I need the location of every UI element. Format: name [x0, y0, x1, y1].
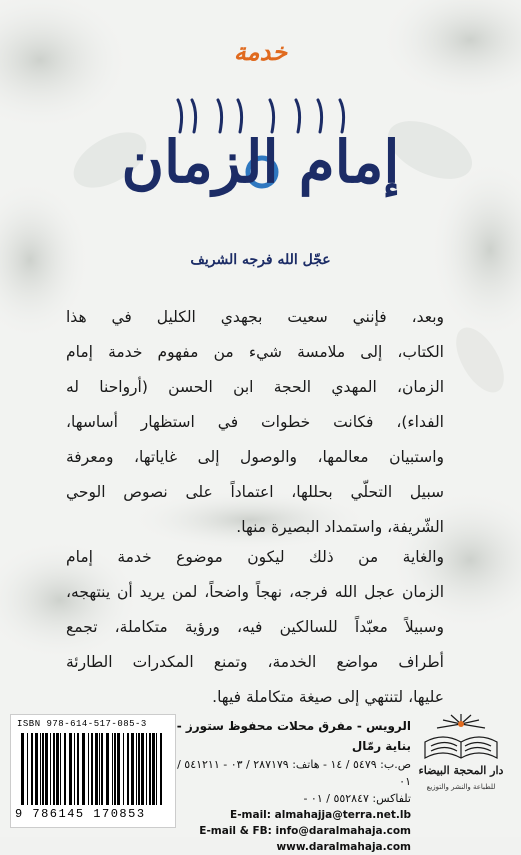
title-honorific: عجّل الله فرجه الشريف — [190, 252, 331, 268]
barcode-bar — [123, 733, 124, 805]
paragraph-line: الزمان عجل الله فرجه، نهجاً واضحاً، لمن يريد أن ينتهجه، — [66, 583, 444, 601]
paragraph-line: عليها، لتنتهي إلى صيغة متكاملة فيها. — [212, 688, 444, 706]
barcode-bar — [42, 733, 44, 805]
barcode-bar — [82, 733, 85, 805]
paragraph-line: الفداء)، فكانت خطوات في استظهار أساسها، — [66, 413, 444, 431]
isbn-digits: 9 786145 170853 — [15, 807, 146, 821]
barcode-bar — [146, 733, 147, 805]
barcode-bar — [138, 733, 140, 805]
barcode-bar — [35, 733, 38, 805]
barcode-bar — [114, 733, 116, 805]
paragraph-line: والغاية من ذلك ليكون موضوع خدمة إمام — [66, 548, 444, 566]
isbn-barcode-box — [10, 714, 176, 828]
barcode-bar — [156, 733, 157, 805]
barcode-icon — [19, 733, 167, 805]
isbn-label: ISBN 978-614-517-085-3 — [17, 719, 147, 729]
barcode-bar — [117, 733, 120, 805]
barcode-bar — [31, 733, 33, 805]
fax-line: تلفاكس: ٥٥٢٨٤٧ / ٠١ - — [303, 792, 411, 805]
publisher-address — [171, 716, 411, 855]
barcode-bar — [77, 733, 79, 805]
barcode-bar — [149, 733, 151, 805]
barcode-bar — [91, 733, 93, 805]
barcode-bar — [99, 733, 100, 805]
barcode-bar — [53, 733, 55, 805]
open-book-logo-icon — [415, 712, 507, 764]
book-title: إمام الزمان — [121, 128, 400, 196]
paragraph-2 — [66, 540, 444, 715]
barcode-bar — [45, 733, 48, 805]
barcode-bar — [152, 733, 155, 805]
barcode-bar — [112, 733, 113, 805]
email-fb-link[interactable]: E-mail & FB: info@daralmahaja.com — [199, 825, 411, 837]
barcode-bar — [74, 733, 75, 805]
publisher-tagline: للطباعة والنشر والتوزيع — [426, 783, 496, 791]
barcode-bar — [50, 733, 51, 805]
paragraph-line: الزمان، المهدي الحجة ابن الحسن (أرواحنا له — [66, 378, 444, 396]
paragraph-line: وسبيلاً معبّداً للسالكين فيه، ورؤية متكاملة، تجمع — [66, 618, 444, 636]
title-block — [0, 0, 521, 290]
title-kicker: خدمة — [233, 38, 288, 66]
barcode-bar — [101, 733, 103, 805]
barcode-bar — [64, 733, 66, 805]
barcode-bar — [88, 733, 89, 805]
address-line: الرويس - مفرق محلات محفوظ ستورز - بناية رمّال — [176, 719, 411, 753]
barcode-bar — [106, 733, 109, 805]
barcode-bar — [160, 733, 162, 805]
barcode-bar — [136, 733, 137, 805]
barcode-bar — [127, 733, 129, 805]
publisher-logo — [415, 712, 507, 824]
paragraph-1 — [66, 300, 444, 545]
barcode-bar — [69, 733, 72, 805]
barcode-bar — [56, 733, 59, 805]
paragraph-line: وبعد، فإنني سعيت بجهدي الكليل في هذا — [66, 308, 444, 326]
barcode-bar — [131, 733, 134, 805]
publisher-name: دار المحجة البيضاء — [418, 764, 504, 777]
barcode-bar — [60, 733, 61, 805]
barcode-bar — [95, 733, 98, 805]
paragraph-line: الكتاب، إلى ملامسة شيء من مفهوم خدمة إمام — [66, 343, 444, 361]
website-link[interactable]: www.daralmahaja.com — [276, 841, 411, 853]
barcode-bar — [27, 733, 28, 805]
barcode-bar — [21, 733, 24, 805]
paragraph-line: واستبيان معالمها، والوصول إلى غاياتها، ومعرفة — [66, 448, 444, 466]
paragraph-line: سبيل التحلّي بحللها، اعتماداً على نصوص الوحي — [66, 483, 444, 501]
paragraph-line: الشّريفة، واستمداد البصيرة منها. — [236, 518, 444, 536]
paragraph-line: أطراف مواضع الخدمة، وتمنع المكدرات الطارئة — [66, 653, 444, 671]
barcode-bar — [40, 733, 41, 805]
phone-line: ص.ب: ٥٤٧٩ / ١٤ - هاتف: ٢٨٧١٧٩ / ٠٣ - ٥٤١٢١١ / ٠١ — [177, 758, 411, 788]
barcode-bar — [141, 733, 144, 805]
email-link[interactable]: E-mail: almahajja@terra.net.lb — [230, 809, 411, 821]
